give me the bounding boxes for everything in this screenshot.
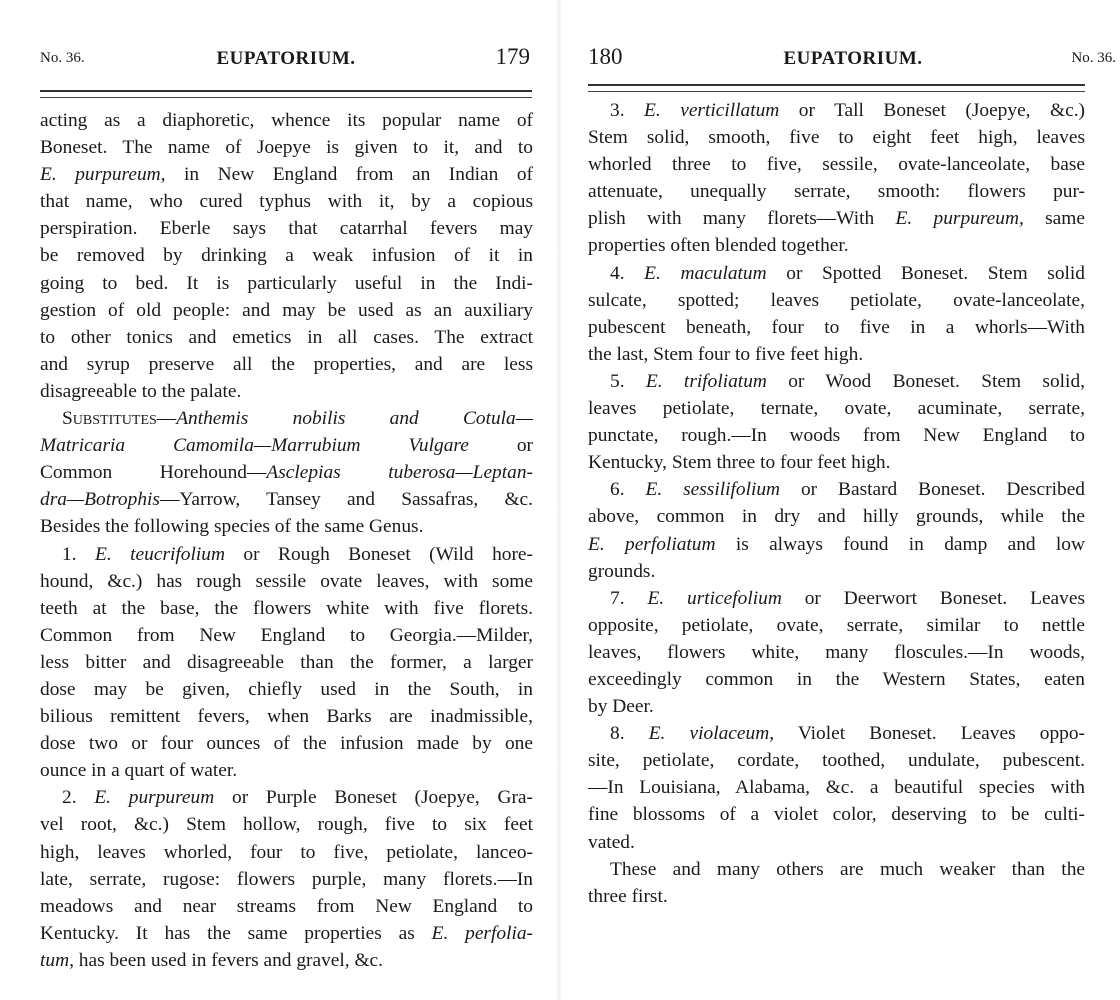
- text-line: perspiration. Eberle says that catarrhal fevers may: [40, 218, 533, 240]
- italic-latin-name: Asclepias tuberosa—Leptan-: [266, 462, 533, 484]
- text-segment: Violet Boneset. Leaves oppo-: [774, 723, 1085, 745]
- text-line: site, petiolate, cordate, toothed, undulate, pubescent.: [588, 750, 1085, 772]
- text-line: attenuate, unequally serrate, smooth: flowers pur-: [588, 181, 1085, 203]
- italic-latin-name: E. perfolia-: [431, 922, 533, 944]
- text-line: acting as a diaphoretic, whence its popular name of: [40, 110, 533, 131]
- text-segment: in New England from an Indian of: [165, 164, 533, 186]
- italic-latin-name: E. perfoliatum: [588, 533, 716, 555]
- small-caps-heading: Substitutes: [62, 408, 157, 430]
- text-line: Common from New England to Georgia.—Milder,: [40, 624, 533, 646]
- issue-number: No. 36.: [40, 50, 85, 66]
- text-line: vated.: [588, 831, 635, 853]
- body-text: [40, 107, 533, 974]
- text-line: exceedingly common in the Western States, eaten: [588, 668, 1085, 690]
- text-segment: 3.: [610, 100, 645, 121]
- text-line: leaves petiolate, ternate, ovate, acuminate, serrate,: [588, 398, 1085, 420]
- text-line: ounce in a quart of water.: [40, 760, 238, 782]
- text-line: dose may be given, chiefly used in the South, in: [40, 678, 533, 700]
- text-segment: 8.: [610, 723, 649, 745]
- text-segment: has been used in fevers and gravel, &c.: [73, 949, 383, 971]
- text-line: [40, 405, 533, 432]
- text-segment: or: [468, 435, 533, 457]
- body-text: [588, 97, 1085, 910]
- text-line: [40, 432, 533, 459]
- text-line: teeth at the base, the flowers white with five florets.: [40, 597, 533, 619]
- text-segment: 7.: [610, 587, 648, 609]
- text-line: punctate, rough.—In woods from New England to: [588, 425, 1085, 447]
- italic-latin-name: E. purpureum: [94, 787, 215, 809]
- text-line: [40, 161, 533, 188]
- italic-latin-name: dra—Botrophis: [40, 489, 160, 511]
- text-segment: or Spotted Boneset. Stem solid: [766, 262, 1085, 284]
- text-segment: plish with many florets—With: [588, 208, 896, 230]
- page-number: 179: [495, 44, 530, 69]
- running-head: [40, 46, 532, 72]
- text-line: hound, &c.) has rough sessile ovate leaves, with some: [40, 570, 533, 592]
- text-segment: 4.: [610, 262, 645, 284]
- text-line: less bitter and disagreeable than the former, a larger: [40, 651, 533, 673]
- text-line: whorled three to five, sessile, ovate-lanceolate, base: [588, 154, 1085, 176]
- double-rule-divider: [588, 84, 1085, 92]
- text-segment: 5.: [610, 370, 646, 392]
- italic-latin-name: E. teucrifolium: [95, 543, 225, 565]
- text-line: fine blossoms of a violet color, deserving to be culti-: [588, 804, 1085, 826]
- text-line: [40, 947, 533, 974]
- text-line: [588, 368, 1085, 395]
- italic-latin-name: Matricaria Camomila—Marrubium Vulgare: [40, 435, 469, 457]
- text-line: gestion of old people: and may be used as an auxiliary: [40, 299, 533, 321]
- text-line: sulcate, spotted; leaves petiolate, ovate-lanceolate,: [588, 289, 1085, 311]
- running-title: EUPATORIUM.: [216, 48, 356, 69]
- text-segment: or Deerwort Boneset. Leaves: [781, 587, 1086, 609]
- text-line: that name, who cured typhus with it, by a copious: [40, 191, 533, 213]
- running-head: [588, 46, 1118, 72]
- text-segment: 6.: [610, 479, 646, 501]
- text-segment: Common Horehound—: [40, 462, 267, 484]
- issue-number: No. 36.: [1071, 50, 1116, 66]
- text-segment: is always found in damp and low: [715, 533, 1085, 555]
- text-line: leaves, flowers white, many floscules.—In woods,: [588, 641, 1085, 663]
- text-line: Besides the following species of the same Genus.: [40, 516, 424, 538]
- text-line: and syrup preserve all the properties, and are less: [40, 353, 533, 375]
- text-segment: —Yarrow, Tansey and Sassafras, &c.: [159, 489, 533, 511]
- text-line: [40, 920, 533, 947]
- text-line: [588, 260, 1085, 287]
- text-line: the last, Stem four to five feet high.: [588, 343, 864, 365]
- text-line: disagreeable to the palate.: [40, 380, 242, 402]
- italic-latin-name: E. sessilifolium: [645, 479, 781, 501]
- text-line: to other tonics and emetics in all cases. The extract: [40, 326, 533, 348]
- right-page-180: [560, 0, 1120, 1000]
- text-line: Stem solid, smooth, five to eight feet high, leaves: [588, 127, 1085, 149]
- double-rule-divider: [40, 90, 532, 98]
- italic-latin-name: tum,: [40, 949, 74, 971]
- text-segment: or Tall Boneset (Joepye, &c.): [779, 100, 1086, 121]
- italic-latin-name: E. violaceum,: [648, 723, 775, 745]
- text-line: bilious remittent fevers, when Barks are inadmissible,: [40, 706, 533, 728]
- text-segment: 2.: [62, 787, 95, 809]
- text-line: above, common in dry and hilly grounds, while the: [588, 506, 1085, 528]
- italic-latin-name: E. purpureum,: [40, 164, 166, 186]
- text-line: [588, 205, 1085, 232]
- text-line: by Deer.: [588, 696, 654, 718]
- text-segment: or Bastard Boneset. Described: [780, 479, 1086, 501]
- text-segment: 1.: [62, 543, 96, 565]
- text-line: These and many others are much weaker than the: [610, 858, 1085, 880]
- text-line: grounds.: [588, 560, 656, 582]
- text-segment: or Rough Boneset (Wild hore-: [224, 543, 533, 565]
- text-line: be removed by drinking a weak infusion of it in: [40, 245, 533, 267]
- text-line: [40, 459, 533, 486]
- text-line: [40, 541, 533, 568]
- text-line: [588, 97, 1085, 124]
- text-segment: —: [156, 408, 177, 430]
- text-line: opposite, petiolate, ovate, serrate, similar to nettle: [588, 614, 1085, 636]
- text-line: Boneset. The name of Joepye is given to it, and to: [40, 137, 533, 159]
- page-number: 180: [588, 44, 623, 69]
- text-line: properties often blended together.: [588, 235, 849, 257]
- italic-latin-name: E. urticefolium: [647, 587, 782, 609]
- text-line: meadows and near streams from New England to: [40, 895, 533, 917]
- text-line: three first.: [588, 885, 668, 907]
- text-segment: same: [1023, 208, 1085, 230]
- text-line: vel root, &c.) Stem hollow, rough, five to six feet: [40, 814, 533, 836]
- text-segment: or Purple Boneset (Joepye, Gra-: [214, 787, 533, 809]
- text-line: dose two or four ounces of the infusion made by one: [40, 733, 533, 755]
- italic-latin-name: E. verticillatum: [644, 100, 780, 121]
- text-line: pubescent beneath, four to five in a whorls—With: [588, 316, 1085, 338]
- italic-latin-name: E. trifoliatum: [645, 370, 767, 392]
- text-segment: or Wood Boneset. Stem solid,: [766, 370, 1085, 392]
- text-line: [588, 531, 1085, 558]
- italic-latin-name: Anthemis nobilis and Cotula—: [176, 408, 533, 430]
- running-title: EUPATORIUM.: [783, 48, 923, 69]
- text-line: late, serrate, rugose: flowers purple, many florets.—In: [40, 868, 533, 890]
- italic-latin-name: E. purpureum,: [895, 208, 1024, 230]
- text-line: [40, 486, 533, 513]
- text-line: [588, 585, 1085, 612]
- text-line: —In Louisiana, Alabama, &c. a beautiful species with: [588, 777, 1085, 799]
- text-line: [588, 720, 1085, 747]
- text-line: [40, 784, 533, 811]
- text-line: high, leaves whorled, four to five, petiolate, lanceo-: [40, 841, 533, 863]
- text-segment: Kentucky. It has the same properties as: [40, 922, 432, 944]
- italic-latin-name: E. maculatum: [644, 262, 767, 284]
- text-line: going to bed. It is particularly useful in the Indi-: [40, 272, 533, 294]
- text-line: [588, 476, 1085, 503]
- text-line: Kentucky, Stem three to four feet high.: [588, 452, 891, 474]
